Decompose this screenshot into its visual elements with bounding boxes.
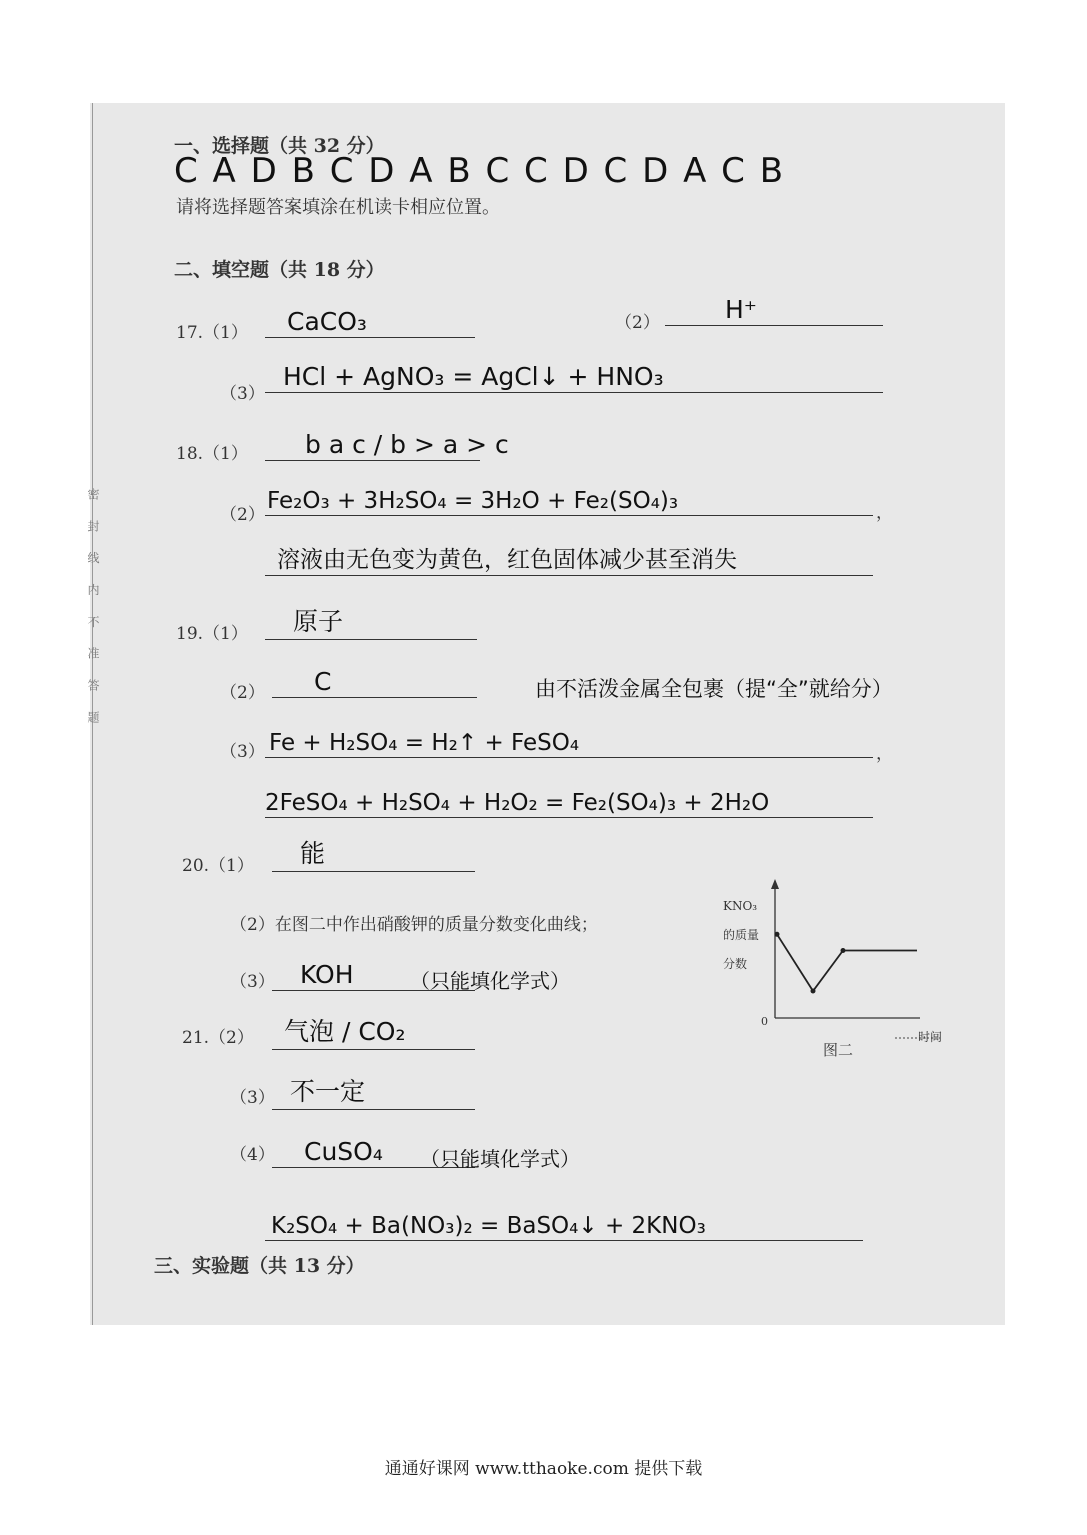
- q20-1-blank: [272, 839, 475, 872]
- y-label-line-1: KNO₃: [723, 899, 758, 913]
- y-label-line-3: 分数: [723, 957, 748, 971]
- data-point: [841, 948, 846, 953]
- q17-3-answer: HCl + AgNO₃ = AgCl↓ + HNO₃: [283, 362, 664, 391]
- kno3-mass-fraction-chart: [715, 873, 975, 1073]
- section1-title: 一、选择题（共 32 分）: [174, 135, 385, 157]
- q20-3-note: （只能填化学式）: [410, 969, 570, 993]
- data-point: [775, 932, 780, 937]
- q17-3-blank: [265, 362, 883, 393]
- q18-2b-blank: [265, 547, 873, 576]
- q18-2-label: （2）: [220, 505, 265, 525]
- q18-1-label: 18.（1）: [176, 444, 248, 464]
- binding-margin-note: 密 封 线 内 不 准 答 题: [86, 488, 100, 731]
- y-axis-arrow: [771, 879, 779, 889]
- q17-1-blank: [265, 307, 475, 338]
- q18-2b-answer: 溶液由无色变为黄色，红色固体减少甚至消失: [277, 547, 737, 573]
- q17-2-blank: [665, 295, 883, 326]
- q19-3-label: （3）: [220, 742, 265, 762]
- q21-3-blank: [272, 1077, 475, 1110]
- q21-4b-answer: K₂SO₄ + Ba(NO₃)₂ = BaSO₄↓ + 2KNO₃: [271, 1213, 706, 1239]
- q21-3-answer: 不一定: [290, 1077, 366, 1106]
- q20-1-answer: 能: [300, 839, 326, 868]
- q21-2-label: 21.（2）: [182, 1028, 254, 1048]
- q21-4b-blank: [265, 1213, 863, 1241]
- q19-3-blank: [265, 730, 873, 758]
- q21-4-label: （4）: [230, 1145, 275, 1165]
- q17-1-label: 17.（1）: [176, 323, 248, 343]
- section1-instruction: 请将选择题答案填涂在机读卡相应位置。: [176, 197, 500, 218]
- y-label-line-2: 的质量: [723, 928, 760, 942]
- series-kno3: [775, 932, 918, 994]
- figure-2-chart: [715, 873, 975, 1073]
- q18-2-answer: Fe₂O₃ + 3H₂SO₄ = 3H₂O + Fe₂(SO₄)₃: [267, 488, 679, 514]
- q21-3-label: （3）: [230, 1088, 275, 1108]
- download-footer: 通通好课网 www.tthaoke.com 提供下载: [384, 1459, 703, 1479]
- q19-1-answer: 原子: [293, 607, 344, 636]
- q20-1-label: 20.（1）: [182, 856, 254, 876]
- section3-title: 三、实验题（共 13 分）: [154, 1255, 365, 1277]
- q18-2-blank: [265, 488, 873, 516]
- q17-1-answer: CaCO₃: [287, 307, 367, 336]
- q19-2-label: （2）: [220, 683, 265, 703]
- q20-3-label: （3）: [230, 972, 275, 992]
- q19-2-note: 由不活泼金属全包裹（提“全”就给分）: [535, 677, 893, 701]
- exam-answer-sheet: [86, 103, 1005, 1325]
- q19-1-label: 19.（1）: [176, 624, 248, 644]
- series-line: [777, 934, 917, 991]
- figure-caption: 图二: [823, 1041, 854, 1059]
- q19-3b-blank: [265, 790, 873, 818]
- q21-4-answer: CuSO₄: [304, 1137, 383, 1166]
- q20-3-answer: KOH: [300, 960, 354, 989]
- q20-2-instruction: （2）在图二中作出硝酸钾的质量分数变化曲线；: [230, 915, 598, 935]
- x-axis-label: 时间: [918, 1030, 943, 1044]
- origin-label: 0: [761, 1015, 768, 1028]
- q17-2-answer: H⁺: [725, 295, 757, 324]
- section2-title: 二、填空题（共 18 分）: [174, 259, 385, 281]
- q19-2-blank: [272, 667, 477, 698]
- q18-1-blank: [265, 430, 509, 461]
- q21-2-blank: [272, 1017, 475, 1050]
- q19-3-answer: Fe + H₂SO₄ = H₂↑ + FeSO₄: [269, 730, 580, 756]
- section1-handwritten-answers: C A D B C D A B C C D C D A C B: [174, 151, 786, 191]
- q19-3b-answer: 2FeSO₄ + H₂SO₄ + H₂O₂ = Fe₂(SO₄)₃ + 2H₂O: [265, 790, 770, 816]
- data-point: [811, 989, 816, 994]
- q19-1-blank: [265, 607, 477, 640]
- q18-2-comma: ，: [876, 503, 893, 523]
- q17-3-label: （3）: [220, 384, 265, 404]
- q19-3-comma: ，: [876, 744, 893, 764]
- q17-2-label: （2）: [615, 313, 660, 333]
- q18-1-answer: b a c / b > a > c: [305, 430, 509, 459]
- q19-2-answer: C: [314, 667, 332, 696]
- q21-2-answer: 气泡 / CO₂: [284, 1017, 406, 1046]
- q21-4-note: （只能填化学式）: [420, 1147, 580, 1171]
